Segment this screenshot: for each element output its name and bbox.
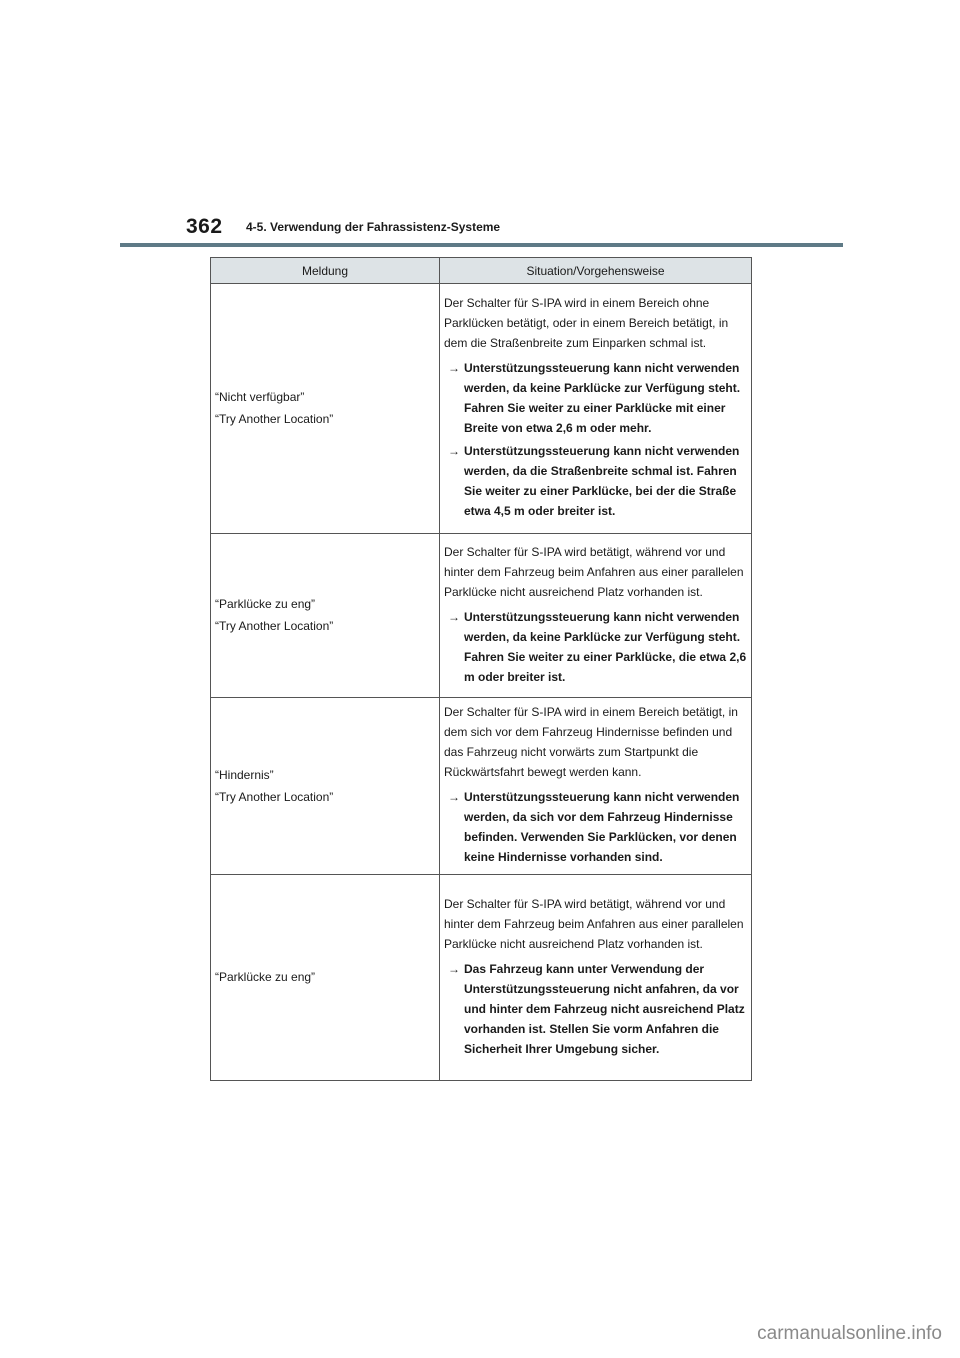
message-cell (211, 284, 440, 534)
message-text: “Try Another Location” (215, 789, 334, 804)
action-item (444, 959, 747, 1059)
message-text: “Parklücke zu eng” (215, 597, 316, 611)
situation-cell (440, 698, 752, 875)
table-row (211, 698, 752, 875)
action-item (444, 441, 747, 521)
arrow-icon: → (448, 609, 460, 624)
message-cell (211, 534, 440, 698)
header-rule (120, 243, 843, 247)
message-text: “Parklücke zu eng” (215, 970, 316, 984)
watermark-text: carmanualsonline.info (757, 1323, 942, 1344)
situation-cell (440, 534, 752, 698)
arrow-icon: → (448, 361, 460, 375)
arrow-icon: → (448, 961, 460, 976)
column-header-meldung: Meldung (211, 258, 440, 284)
section-title: 4-5. Verwendung der Fahrassistenz-Systeme (246, 220, 501, 234)
action-item (444, 787, 747, 867)
situation-cell (440, 875, 752, 1081)
column-header-situation: Situation/Vorgehensweise (440, 258, 752, 284)
action-item (444, 358, 747, 438)
table-row (211, 284, 752, 534)
message-text: “Nicht verfügbar” (215, 390, 305, 404)
action-item (444, 607, 747, 687)
arrow-icon: → (448, 444, 460, 458)
situation-description: Der Schalter für S-IPA wird in einem Bereich betätigt, in dem sich vor dem Fahrzeug Hindernisse befinden und das Fahrzeug nicht vorwärts zum Startpunkt die Rückwärtsfahrt bewegt werden kann. (444, 705, 738, 779)
situation-cell (440, 284, 752, 534)
table-row (211, 534, 752, 698)
table-header-row (211, 258, 752, 284)
situation-description: Der Schalter für S-IPA wird betätigt, während vor und hinter dem Fahrzeug beim Anfahren aus einer parallelen Parklücke nicht ausreichend Platz vorhanden ist. (444, 544, 744, 599)
message-text: “Try Another Location” (215, 412, 334, 426)
arrow-icon: → (448, 790, 460, 804)
situation-description: Der Schalter für S-IPA wird betätigt, während vor und hinter dem Fahrzeug beim Anfahren aus einer parallelen Parklücke nicht ausreichend Platz vorhanden ist. (444, 896, 744, 951)
message-cell (211, 698, 440, 875)
action-text: Unterstützungssteuerung kann nicht verwenden werden, da die Straßenbreite schmal ist. Fahren Sie weiter zu einer Parklücke, bei der die Straße etwa 4,5 m oder breiter ist. (464, 444, 740, 518)
page-number: 362 (186, 215, 223, 238)
situation-description: Der Schalter für S-IPA wird in einem Bereich ohne Parklücken betätigt, oder in einem Bereich betätigt, in dem die Straßenbreite zum Einparken schmal ist. (444, 296, 729, 350)
action-text: Das Fahrzeug kann unter Verwendung der Unterstützungssteuerung nicht anfahren, da vor und hinter dem Fahrzeug nicht ausreichend Platz vorhanden ist. Stellen Sie vorm Anfahren die Sicherheit Ihrer Umgebung sicher. (464, 961, 745, 1056)
table-row (211, 875, 752, 1081)
action-text: Unterstützungssteuerung kann nicht verwenden werden, da keine Parklücke zur Verfügung steht. Fahren Sie weiter zu einer Parklücke, die etwa 2,6 m oder breiter ist. (464, 609, 747, 684)
action-text: Unterstützungssteuerung kann nicht verwenden werden, da keine Parklücke zur Verfügung steht. Fahren Sie weiter zu einer Parklücke mit einer Breite von etwa 2,6 m oder mehr. (464, 361, 741, 435)
message-table (210, 257, 752, 1081)
message-text: “Try Another Location” (215, 619, 334, 633)
message-cell (211, 875, 440, 1081)
action-text: Unterstützungssteuerung kann nicht verwenden werden, da sich vor dem Fahrzeug Hindernisse befinden. Verwenden Sie Parklücken, vor denen keine Hindernisse vorhanden sind. (464, 790, 740, 864)
message-text: “Hindernis” (215, 767, 274, 782)
